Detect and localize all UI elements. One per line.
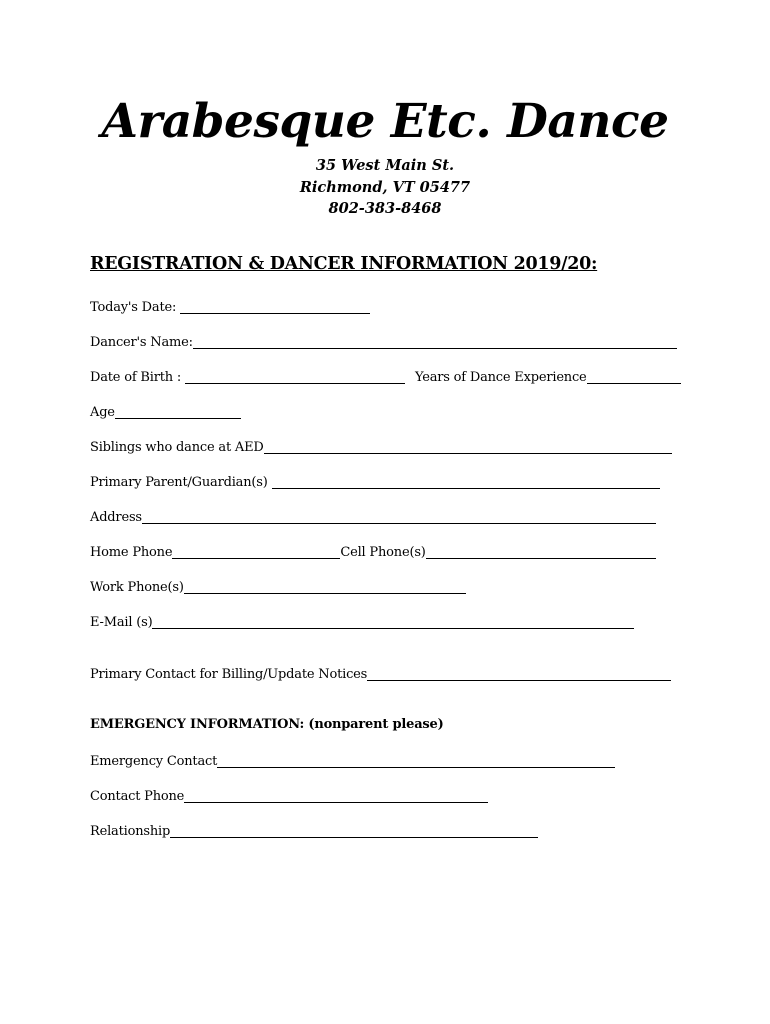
field-date-of-birth: [90, 368, 681, 386]
emergency-contact-label: Emergency Contact: [90, 754, 218, 769]
field-relationship: [90, 822, 538, 840]
primary-contact-blank[interactable]: [367, 667, 671, 681]
todays-date-label: Today's Date:: [90, 300, 181, 315]
todays-date-blank[interactable]: [180, 300, 370, 314]
date-of-birth-label: Date of Birth :: [90, 370, 185, 385]
email-blank[interactable]: [152, 615, 634, 629]
primary-parent-label: Primary Parent/Guardian(s): [90, 475, 272, 490]
emergency-heading: EMERGENCY INFORMATION: (nonparent please): [90, 717, 444, 732]
field-siblings: [90, 438, 672, 456]
date-of-birth-blank[interactable]: [185, 370, 405, 384]
work-phone-label: Work Phone(s): [90, 580, 184, 595]
form-heading: REGISTRATION & DANCER INFORMATION 2019/20:: [90, 254, 598, 274]
cell-phone-blank[interactable]: [426, 545, 656, 559]
field-phones: [90, 543, 656, 561]
contact-phone-blank[interactable]: [184, 789, 488, 803]
city-state-zip: Richmond, VT 05477: [299, 179, 471, 196]
street-address: 35 West Main St.: [315, 157, 455, 174]
primary-parent-blank[interactable]: [272, 475, 660, 489]
studio-name: Arabesque Etc. Dance: [101, 94, 669, 149]
studio-phone: 802-383-8468: [328, 200, 442, 217]
address-label: Address: [90, 510, 142, 525]
home-phone-blank[interactable]: [172, 545, 340, 559]
email-label: E-Mail (s): [90, 615, 153, 630]
dancer-name-label: Dancer's Name:: [90, 335, 193, 350]
emergency-contact-blank[interactable]: [217, 754, 615, 768]
field-contact-phone: [90, 787, 488, 805]
field-work-phone: [90, 578, 466, 596]
dancer-name-blank[interactable]: [193, 335, 677, 349]
field-todays-date: [90, 298, 370, 316]
primary-contact-label: Primary Contact for Billing/Update Notices: [90, 667, 368, 682]
field-age: [90, 403, 241, 421]
age-blank[interactable]: [115, 405, 241, 419]
address-blank[interactable]: [142, 510, 656, 524]
siblings-label: Siblings who dance at AED: [90, 440, 264, 455]
field-dancer-name: [90, 333, 677, 351]
field-emergency-contact: [90, 752, 615, 770]
age-label: Age: [90, 405, 115, 420]
cell-phone-label: Cell Phone(s): [340, 545, 426, 560]
contact-phone-label: Contact Phone: [90, 789, 185, 804]
relationship-blank[interactable]: [170, 824, 538, 838]
years-experience-blank[interactable]: [587, 370, 681, 384]
field-email: [90, 613, 634, 631]
home-phone-label: Home Phone: [90, 545, 173, 560]
field-primary-contact: [90, 665, 671, 683]
field-address: [90, 508, 656, 526]
years-experience-label: Years of Dance Experience: [414, 370, 587, 385]
work-phone-blank[interactable]: [184, 580, 466, 594]
siblings-blank[interactable]: [264, 440, 672, 454]
relationship-label: Relationship: [90, 824, 171, 839]
field-primary-parent: [90, 473, 660, 491]
